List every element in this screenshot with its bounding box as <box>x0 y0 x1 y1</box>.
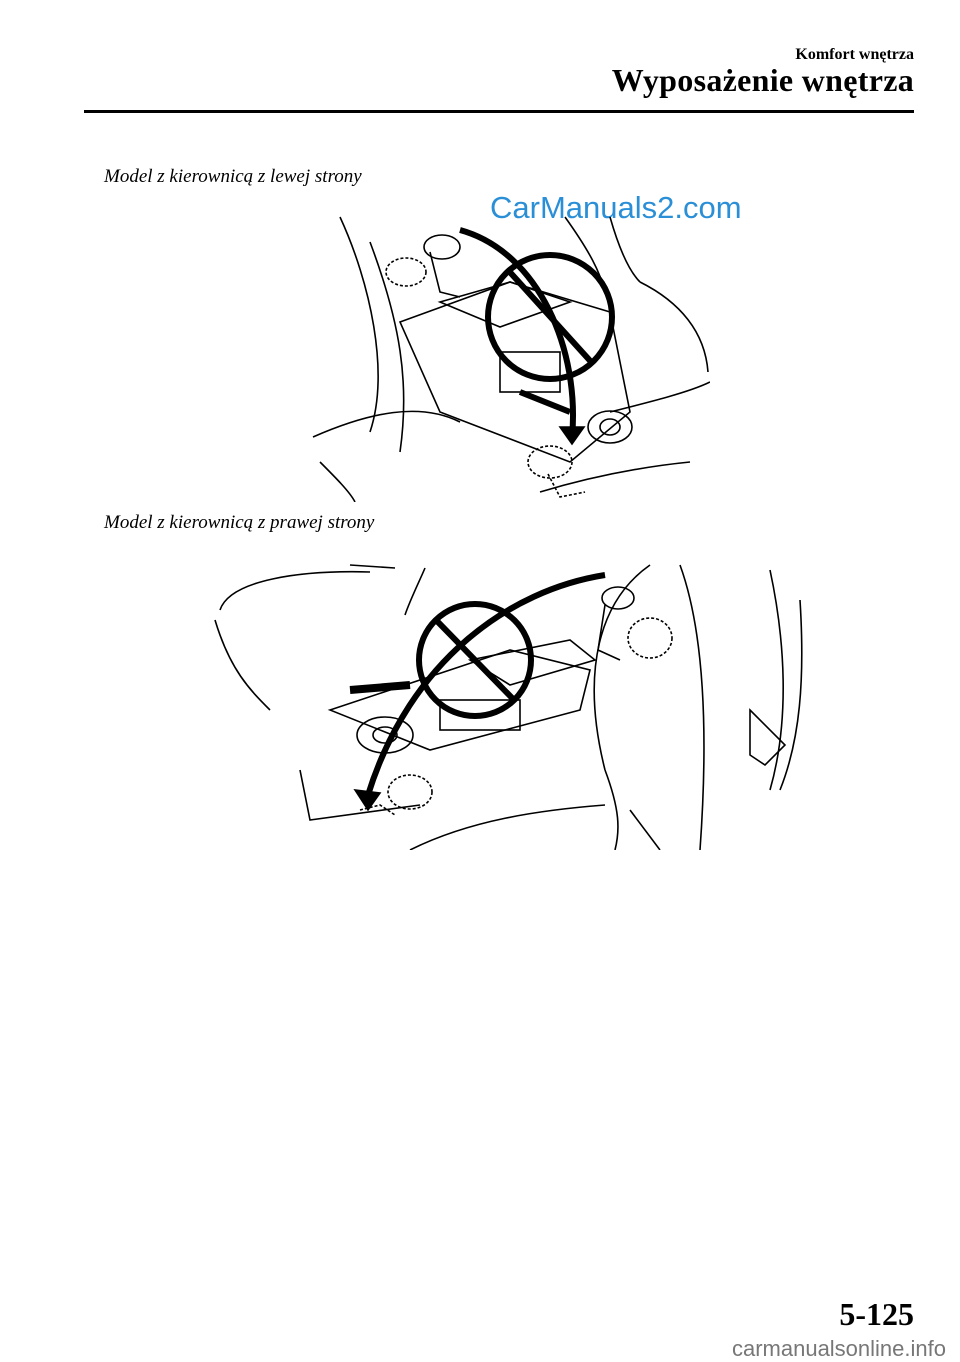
header-rule <box>84 110 914 113</box>
footer-watermark: carmanualsonline.info <box>731 1336 946 1361</box>
illustration-right-hand-drive <box>210 560 810 850</box>
header-section: Komfort wnętrza <box>795 46 914 63</box>
no-symbol-icon <box>488 255 612 379</box>
figure-caption-right-hand-drive: Model z kierownicą z prawej strony <box>104 512 375 533</box>
figure-caption-left-hand-drive: Model z kierownicą z lewej strony <box>104 166 362 187</box>
page-number: 5-125 <box>839 1296 914 1332</box>
watermark: CarManuals2.com <box>490 190 742 225</box>
illustration-left-hand-drive <box>310 212 710 502</box>
page-title: Wyposażenie wnętrza <box>611 62 914 98</box>
